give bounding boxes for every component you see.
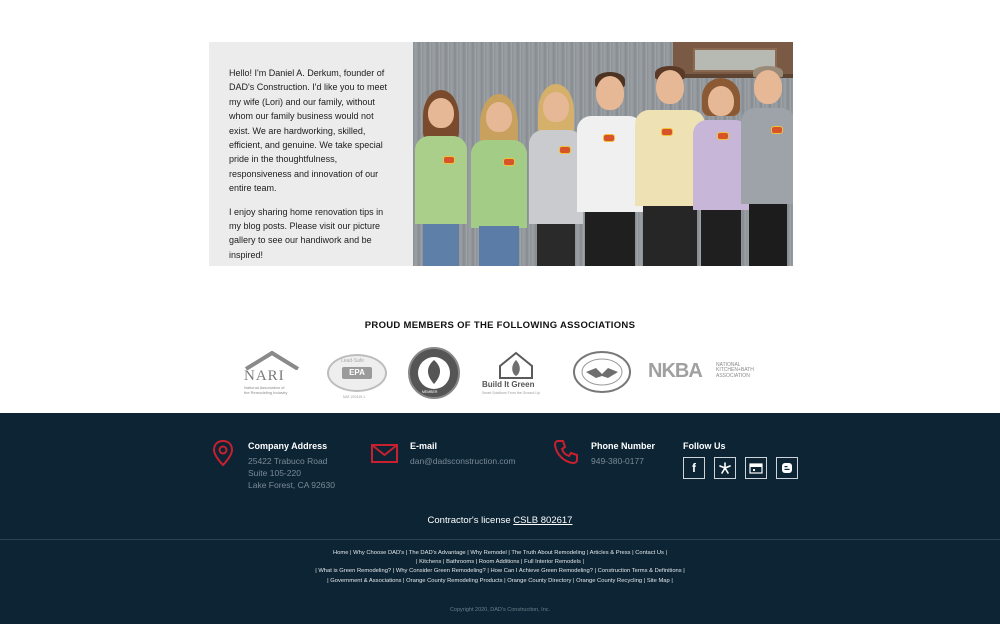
email-label: E-mail <box>410 441 438 451</box>
nari-roof-icon <box>242 350 306 370</box>
address-label: Company Address <box>248 441 328 451</box>
license-prefix: Contractor's license <box>427 515 511 526</box>
build-it-green-logo[interactable]: Build It Green Smart Solutions From the Ground Up <box>482 350 552 398</box>
phone-icon <box>553 439 579 465</box>
person-1 <box>415 90 467 266</box>
contractor-license <box>0 515 1000 526</box>
intro-paragraph-1: Hello! I'm Daniel A. Derkum, founder of DAD's Construction. I'd like you to meet my wife (Lori) and our family, without whom our family business would not exist. We are hardworking, skilled, efficient, and genuine. We take special pride in the thoughtfulness, responsiveness and innovation of our entire team. <box>229 68 388 194</box>
nari-logo[interactable]: NARI National Association of the Remodeling Industry <box>242 350 306 396</box>
footer-sitemap-links <box>0 549 1000 586</box>
phone-link[interactable]: 949-380-0177 <box>591 456 644 466</box>
social-links <box>683 457 798 479</box>
nkba-logo[interactable]: NKBA NATIONAL KITCHEN+BATH ASSOCIATION <box>648 360 754 382</box>
cslb-license-link[interactable]: CSLB 802617 <box>513 515 573 526</box>
envelope-icon <box>371 443 399 465</box>
footer-links-row-4[interactable]: | Government & Associations | Orange County Remodeling Products | Orange County Directory | Orange County Recycling | Site Map | <box>327 577 673 584</box>
yelp-icon[interactable] <box>714 457 736 479</box>
site-footer <box>0 413 1000 624</box>
footer-divider <box>0 539 1000 540</box>
associations-title: PROUD MEMBERS OF THE FOLLOWING ASSOCIATIONS <box>364 320 636 331</box>
calendar-icon[interactable] <box>745 457 767 479</box>
phone-label: Phone Number <box>591 441 656 451</box>
intro-text-panel <box>209 42 413 266</box>
family-photo <box>413 42 793 266</box>
person-3 <box>529 84 583 266</box>
person-2 <box>471 94 527 266</box>
footer-links-row-3[interactable]: | What is Green Remodeling? | Why Consider Green Remodeling? | How Can I Achieve Green Remodeling? | Construction Terms & Definitions | <box>315 568 685 575</box>
follow-label: Follow Us <box>683 441 726 451</box>
associations-logos <box>242 346 768 400</box>
footer-links-row-2[interactable]: | Kitchens | Bathrooms | Room Additions | Full Interior Remodels | <box>416 559 584 566</box>
person-4 <box>577 72 643 266</box>
intro-paragraph-2: I enjoy sharing home renovation tips in my blog posts. Please visit our picture gallery to see our handiwork and be inspired! <box>229 206 384 260</box>
epa-lead-safe-logo[interactable]: Lead-Safe EPA NAT-220119-1 <box>327 354 387 394</box>
blogger-icon[interactable] <box>776 457 798 479</box>
association-seal-logo[interactable] <box>572 350 632 396</box>
facebook-icon[interactable]: f <box>683 457 705 479</box>
address-value: 25422 Trabuco Road Suite 105-220 Lake Forest, CA 92630 <box>248 456 335 490</box>
copyright: Copyright 2020, DAD's Construction, Inc. <box>449 607 551 613</box>
footer-links-row-1[interactable]: Home | Why Choose DAD's | The DAD's Advantage | Why Remodel | The Truth About Remodeling | Articles & Press | Contact Us | <box>332 550 668 556</box>
house-leaf-icon <box>496 350 536 380</box>
intro-section <box>209 42 793 266</box>
location-pin-icon <box>212 439 234 467</box>
usgbc-logo[interactable]: MEMBER <box>407 346 463 400</box>
seal-eagle-icon <box>572 350 632 394</box>
person-7 <box>741 66 793 266</box>
email-link[interactable]: dan@dadsconstruction.com <box>410 456 516 466</box>
